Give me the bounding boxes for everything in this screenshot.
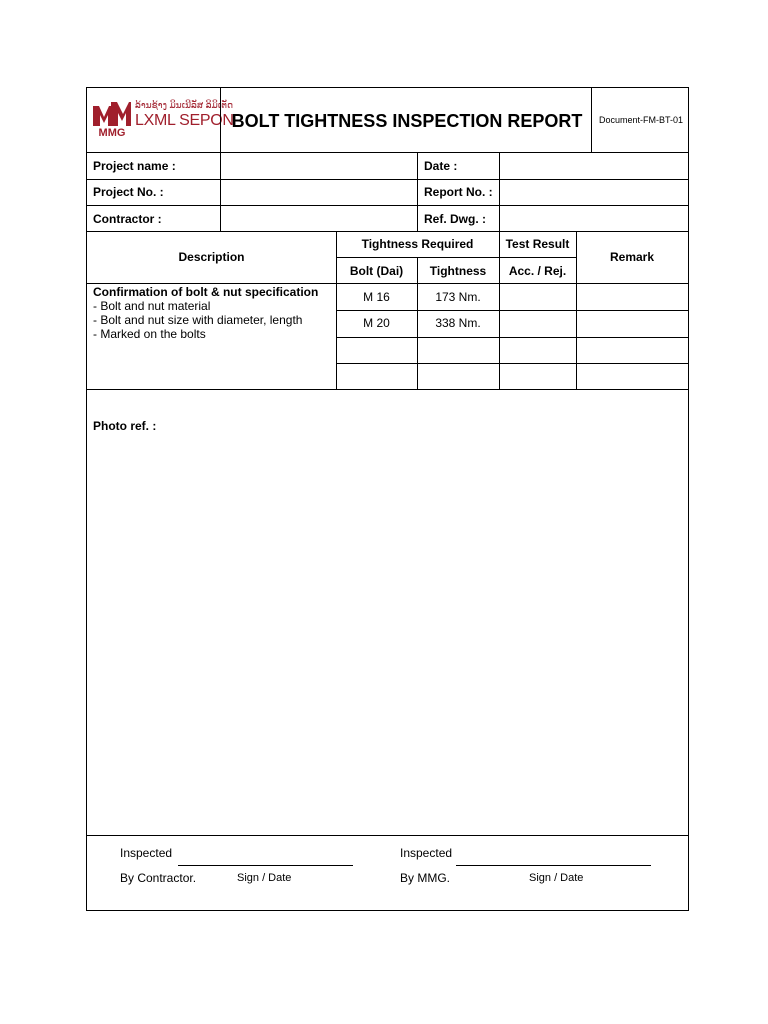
document-number: Document-FM-BT-01 (598, 115, 684, 125)
logo-company-name: LXML SEPON (135, 112, 234, 129)
bolt-cell: M 20 (363, 316, 390, 330)
description-line: - Bolt and nut size with diameter, length (93, 313, 303, 327)
photo-ref-label: Photo ref. : (93, 419, 157, 433)
photo-area[interactable] (87, 390, 688, 835)
contractor-label: Contractor : (93, 212, 162, 226)
contractor-inspected-label: Inspected (120, 846, 173, 860)
acc-rej-header: Acc. / Rej. (508, 264, 567, 278)
tightness-cell: 173 Nm. (435, 290, 481, 304)
description-line: - Bolt and nut material (93, 299, 211, 313)
mmg-inspected-label: Inspected (400, 846, 453, 860)
logo-lao-text: ລ້ານຊ້າງ ມິນເນີລັສ ລິມິເຕັດ (135, 100, 234, 110)
project-name-label: Project name : (93, 159, 176, 173)
bolt-header: Bolt (Dai) (349, 264, 404, 278)
tightness-required-header: Tightness Required (361, 237, 474, 251)
report-title: BOLT TIGHTNESS INSPECTION REPORT (231, 111, 583, 131)
by-mmg-label: By MMG. (400, 871, 450, 885)
report-no-label: Report No. : (424, 185, 493, 199)
project-no-label: Project No. : (93, 185, 164, 199)
mmg-signature-line[interactable] (456, 865, 651, 866)
mmg-logo-icon (93, 102, 131, 138)
description-header: Description (178, 250, 245, 264)
description-line: - Marked on the bolts (93, 327, 206, 341)
bolt-cell: M 16 (363, 290, 390, 304)
company-logo (87, 88, 234, 152)
contractor-signature-line[interactable] (178, 865, 353, 866)
mmg-sign-date-label: Sign / Date (529, 872, 584, 884)
remark-header: Remark (609, 250, 655, 264)
test-result-header: Test Result (505, 237, 570, 251)
contractor-sign-date-label: Sign / Date (237, 872, 292, 884)
ref-dwg-label: Ref. Dwg. : (424, 212, 486, 226)
tightness-cell: 338 Nm. (435, 316, 481, 330)
by-contractor-label: By Contractor. (120, 871, 197, 885)
tightness-header: Tightness (429, 264, 487, 278)
logo-monogram-text: MMG (98, 127, 126, 138)
description-title: Confirmation of bolt & nut specification (93, 285, 319, 299)
inspection-report-form (86, 87, 689, 911)
date-label: Date : (424, 159, 458, 173)
